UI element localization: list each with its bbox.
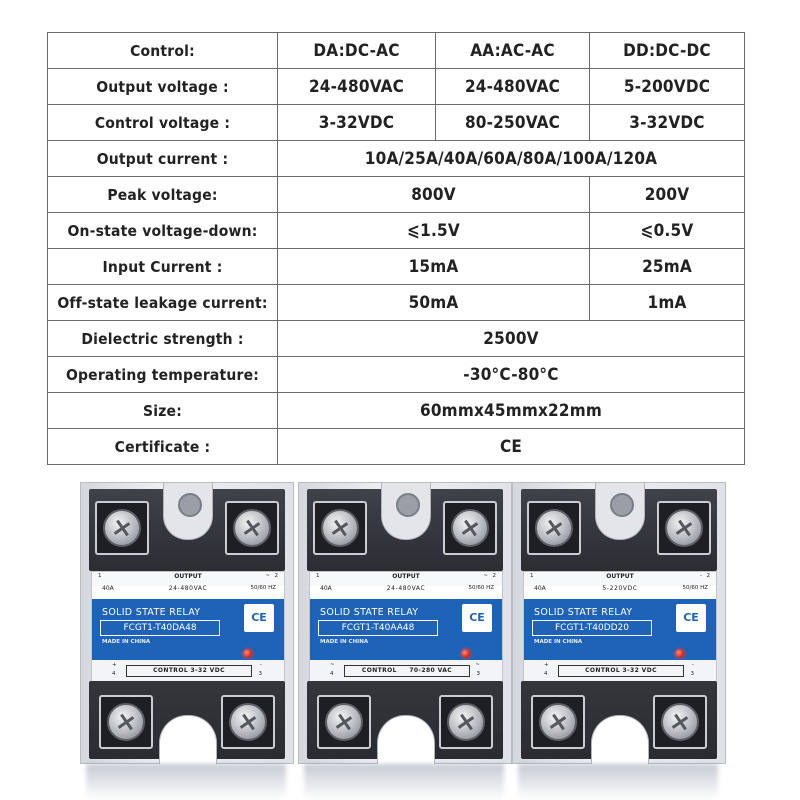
- pin-label: 4: [112, 671, 116, 677]
- spec-cell: CE: [278, 429, 745, 465]
- screw-terminal-icon: [661, 703, 699, 741]
- output-label: OUTPUT: [392, 573, 420, 580]
- spec-cell: ⩽1.5V: [278, 213, 590, 249]
- spec-cell: 10A/25A/40A/60A/80A/100A/120A: [278, 141, 745, 177]
- spec-row-certificate: [48, 429, 745, 465]
- pin-label: 1: [98, 573, 102, 579]
- pin-label: 3: [476, 671, 480, 677]
- spec-label: Control voltage :: [48, 105, 278, 141]
- led-indicator-icon: [243, 649, 252, 658]
- relay-title: SOLID STATE RELAY: [534, 607, 633, 618]
- spec-cell: DD:DC-DC: [590, 33, 745, 69]
- reflection: [304, 764, 504, 800]
- spec-row-output-voltage: [48, 69, 745, 105]
- spec-cell: 1mA: [590, 285, 745, 321]
- pin-label: +: [544, 662, 549, 668]
- spec-cell: 200V: [590, 177, 745, 213]
- spec-label: Peak voltage:: [48, 177, 278, 213]
- spec-cell: 5-200VDC: [590, 69, 745, 105]
- model-number: FCGT1-T40DA48: [100, 620, 220, 636]
- pin-label: 4: [544, 671, 548, 677]
- ce-mark-icon: CE: [676, 604, 706, 632]
- screw-terminal-icon: [539, 703, 577, 741]
- screw-terminal-icon: [325, 703, 363, 741]
- pin-label: ~: [475, 662, 480, 668]
- spec-row-on-state-voltage-down: [48, 213, 745, 249]
- model-number: FCGT1-T40DD20: [532, 620, 652, 636]
- relay-da: [80, 482, 292, 762]
- spec-cell: 24-480VAC: [278, 69, 436, 105]
- spec-row-size: [48, 393, 745, 429]
- frequency: 50/60 HZ: [468, 585, 494, 591]
- pin-label: 3: [690, 671, 694, 677]
- spec-cell: 60mmx45mmx22mm: [278, 393, 745, 429]
- frequency: 50/60 HZ: [250, 585, 276, 591]
- ce-mark-icon: CE: [462, 604, 492, 632]
- output-voltage: 24-480VAC: [168, 585, 208, 592]
- mounting-slot-icon: [377, 715, 435, 764]
- spec-cell: AA:AC-AC: [436, 33, 590, 69]
- current-rating: 40A: [102, 585, 114, 592]
- frequency: 50/60 HZ: [682, 585, 708, 591]
- pin-label: -: [260, 662, 262, 668]
- pin-label: 1: [316, 573, 320, 579]
- screw-terminal-icon: [447, 703, 485, 741]
- current-rating: 40A: [534, 585, 546, 592]
- pin-label: -: [700, 573, 702, 579]
- reflection: [518, 764, 718, 800]
- pin-label: 3: [258, 671, 262, 677]
- pin-label: 4: [330, 671, 334, 677]
- spec-label: Input Current :: [48, 249, 278, 285]
- pin-label: ~: [330, 662, 335, 668]
- relay-label: [91, 571, 285, 685]
- spec-cell: ⩽0.5V: [590, 213, 745, 249]
- screw-terminal-icon: [229, 703, 267, 741]
- relay-case: [298, 482, 512, 764]
- spec-label: Certificate :: [48, 429, 278, 465]
- mounting-hole-icon: [381, 483, 431, 540]
- relay-aa: [298, 482, 510, 762]
- output-voltage: 5-220VDC: [602, 585, 638, 592]
- spec-cell: 25mA: [590, 249, 745, 285]
- ce-mark-icon: CE: [244, 604, 274, 632]
- spec-row-operating-temperature: [48, 357, 745, 393]
- spec-cell: 24-480VAC: [436, 69, 590, 105]
- pin-label: 1: [530, 573, 534, 579]
- relay-case: [512, 482, 726, 764]
- relay-product-photos: [0, 478, 800, 800]
- led-indicator-icon: [675, 649, 684, 658]
- relay-title: SOLID STATE RELAY: [320, 607, 419, 618]
- spec-row-input-current: [48, 249, 745, 285]
- spec-row-output-current: [48, 141, 745, 177]
- spec-cell: -30°C-80°C: [278, 357, 745, 393]
- mounting-hole-icon: [163, 483, 213, 540]
- pin-label: 2: [274, 573, 278, 579]
- spec-cell: 50mA: [278, 285, 590, 321]
- mounting-slot-icon: [591, 715, 649, 764]
- spec-cell: 3-32VDC: [590, 105, 745, 141]
- relay-case: [80, 482, 294, 764]
- spec-cell: 800V: [278, 177, 590, 213]
- screw-terminal-icon: [665, 509, 703, 547]
- pin-label: ~: [483, 573, 488, 579]
- led-indicator-icon: [461, 649, 470, 658]
- screw-terminal-icon: [535, 509, 573, 547]
- spec-label: Control:: [48, 33, 278, 69]
- spec-row-peak-voltage: [48, 177, 745, 213]
- spec-cell: 2500V: [278, 321, 745, 357]
- model-number: FCGT1-T40AA48: [318, 620, 438, 636]
- spec-label: On-state voltage-down:: [48, 213, 278, 249]
- current-rating: 40A: [320, 585, 332, 592]
- control-rating: CONTROL 3-32 VDC: [558, 665, 684, 677]
- reflection: [86, 764, 286, 800]
- spec-row-off-state-leakage: [48, 285, 745, 321]
- screw-terminal-icon: [321, 509, 359, 547]
- spec-label: Output current :: [48, 141, 278, 177]
- pin-label: -: [692, 662, 694, 668]
- spec-row-control: [48, 33, 745, 69]
- output-voltage: 24-480VAC: [386, 585, 426, 592]
- control-rating: CONTROL 70-280 VAC: [344, 665, 470, 677]
- spec-cell: DA:DC-AC: [278, 33, 436, 69]
- mounting-hole-icon: [595, 483, 645, 540]
- made-in: MADE IN CHINA: [320, 639, 369, 645]
- spec-row-dielectric-strength: [48, 321, 745, 357]
- screw-terminal-icon: [103, 509, 141, 547]
- control-rating: CONTROL 3-32 VDC: [126, 665, 252, 677]
- relay-dd: [512, 482, 724, 762]
- pin-label: ~: [265, 573, 270, 579]
- screw-terminal-icon: [451, 509, 489, 547]
- relay-label: [309, 571, 503, 685]
- relay-title: SOLID STATE RELAY: [102, 607, 201, 618]
- made-in: MADE IN CHINA: [534, 639, 583, 645]
- spec-label: Operating temperature:: [48, 357, 278, 393]
- relay-label: [523, 571, 717, 685]
- mounting-slot-icon: [159, 715, 217, 764]
- spec-table: [47, 32, 745, 465]
- screw-terminal-icon: [233, 509, 271, 547]
- spec-label: Size:: [48, 393, 278, 429]
- pin-label: 2: [706, 573, 710, 579]
- output-label: OUTPUT: [174, 573, 202, 580]
- spec-label: Off-state leakage current:: [48, 285, 278, 321]
- pin-label: 2: [492, 573, 496, 579]
- spec-cell: 80-250VAC: [436, 105, 590, 141]
- screw-terminal-icon: [107, 703, 145, 741]
- spec-row-control-voltage: [48, 105, 745, 141]
- spec-label: Output voltage :: [48, 69, 278, 105]
- spec-label: Dielectric strength :: [48, 321, 278, 357]
- spec-cell: 15mA: [278, 249, 590, 285]
- output-label: OUTPUT: [606, 573, 634, 580]
- pin-label: +: [112, 662, 117, 668]
- spec-cell: 3-32VDC: [278, 105, 436, 141]
- made-in: MADE IN CHINA: [102, 639, 151, 645]
